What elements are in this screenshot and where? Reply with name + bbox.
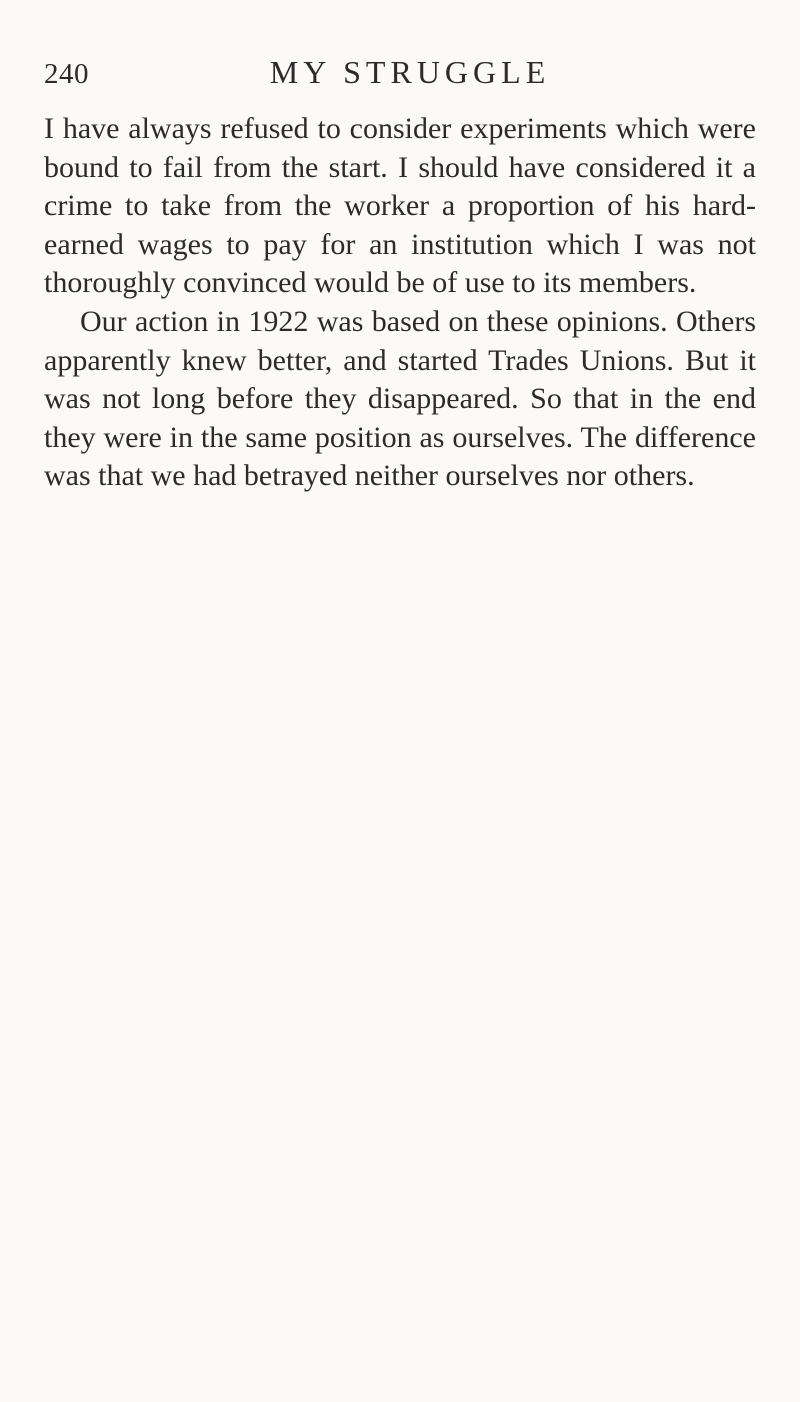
paragraph-2: Our action in 1922 was based on these opinions. Others apparently knew better, and started Trades Unions. But it was not long before they disappeared. So that in the end they were in the same position as ourselves. The difference was that we had betrayed neither ourselves nor others.	[44, 304, 756, 493]
page-number: 240	[44, 58, 89, 90]
paragraph-1: I have always refused to consider experiments which were bound to fail from the start. I should have considered it a crime to take from the worker a proportion of his hard-earned wages to pay for an institution which I was not thoroughly convinced would be of use to its members.	[44, 112, 756, 300]
running-head	[44, 52, 756, 92]
body-text	[44, 110, 756, 496]
running-title: MY STRUGGLE	[269, 54, 551, 90]
